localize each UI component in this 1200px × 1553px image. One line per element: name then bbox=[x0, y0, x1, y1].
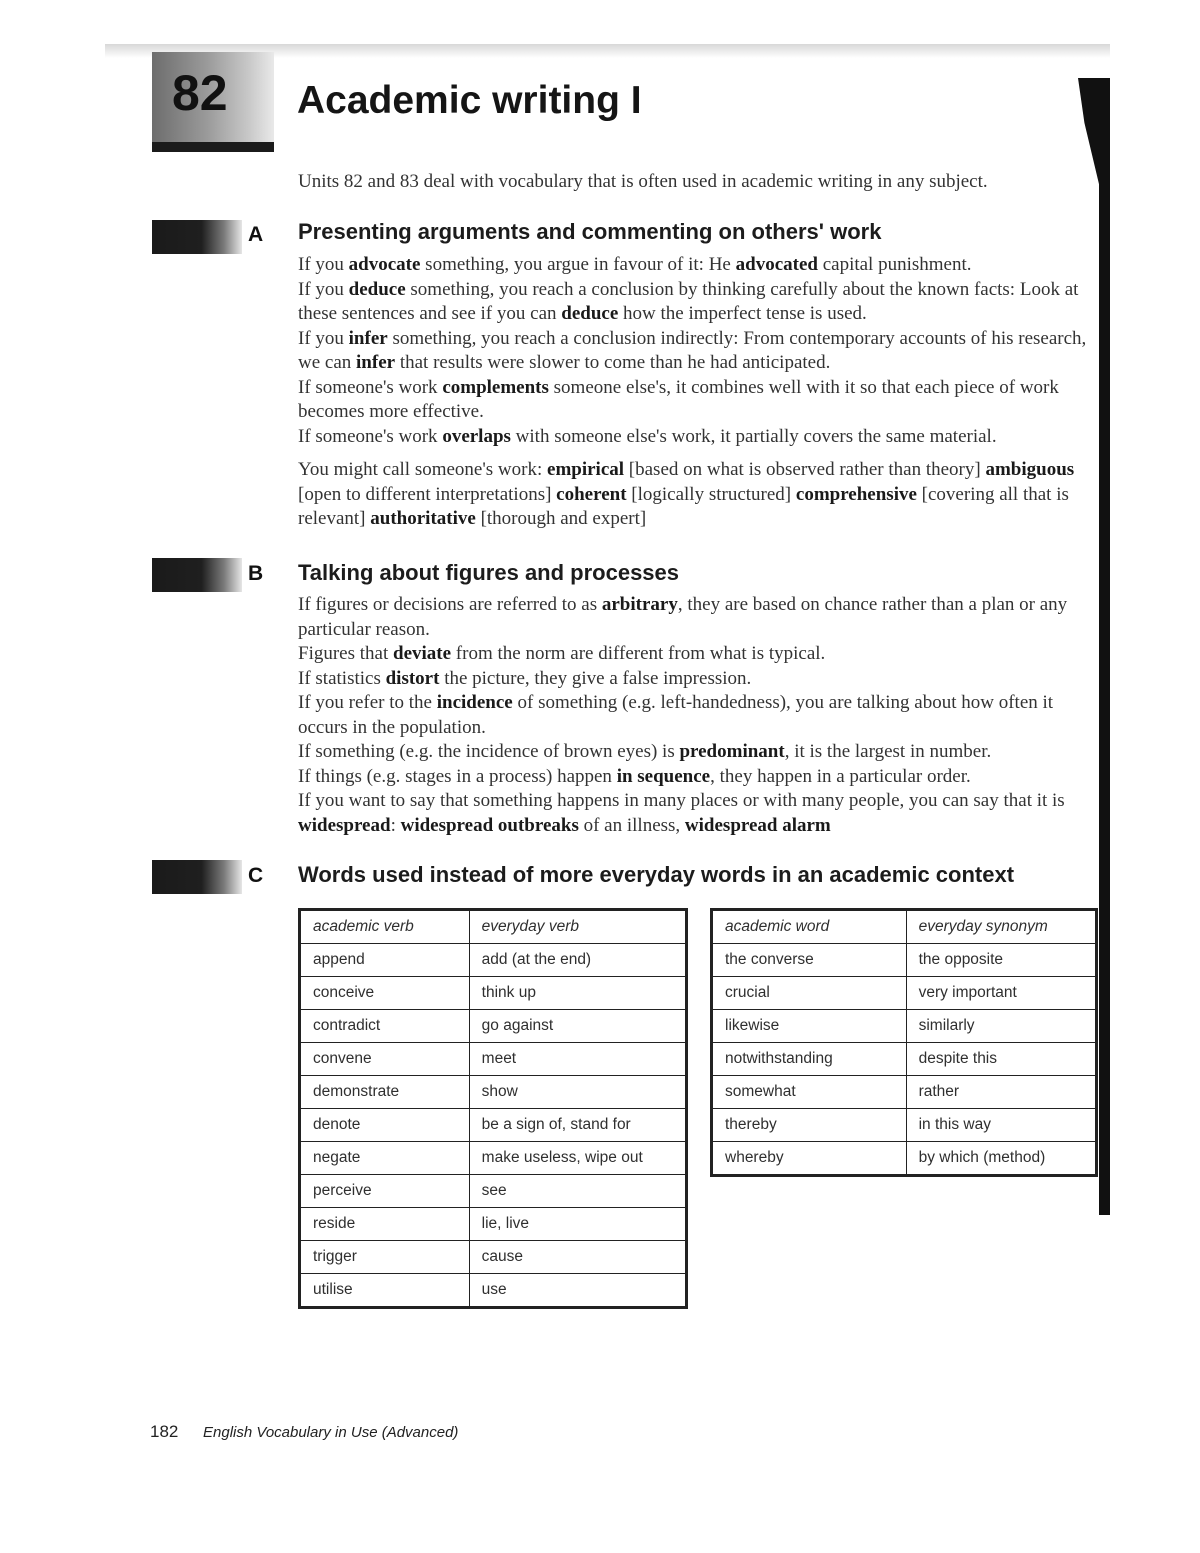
word-table-cell: somewhat bbox=[713, 1076, 907, 1109]
verb-table-cell: lie, live bbox=[469, 1208, 685, 1241]
word-table-cell: crucial bbox=[713, 977, 907, 1010]
table-row bbox=[301, 1241, 686, 1274]
table-row bbox=[301, 1109, 686, 1142]
verb-table-cell: see bbox=[469, 1175, 685, 1208]
table-row bbox=[713, 1076, 1096, 1109]
verb-table-cell: trigger bbox=[301, 1241, 470, 1274]
verb-table-cell: meet bbox=[469, 1043, 685, 1076]
word-table-cell: rather bbox=[906, 1076, 1095, 1109]
word-table-cell: thereby bbox=[713, 1109, 907, 1142]
section-c-bar bbox=[152, 860, 242, 894]
verb-table-cell: perceive bbox=[301, 1175, 470, 1208]
verb-table-cell: denote bbox=[301, 1109, 470, 1142]
table-row bbox=[713, 1043, 1096, 1076]
word-table-cell: the converse bbox=[713, 944, 907, 977]
intro-text: Units 82 and 83 deal with vocabulary that is often used in academic writing in any subject. bbox=[298, 171, 988, 192]
entry-widespread: If you want to say that something happens in many places or with many people, you can say that it is widespread: widespread outbreaks of an illness, widespread alarm bbox=[298, 790, 1065, 836]
section-a-heading: Presenting arguments and commenting on others' work bbox=[298, 219, 882, 244]
page-number: 182 bbox=[150, 1422, 179, 1441]
unit-underbar bbox=[152, 142, 274, 152]
entry-overlaps: If someone's work overlaps with someone else's work, it partially covers the same material. bbox=[298, 425, 997, 447]
table-row bbox=[713, 977, 1096, 1010]
entry-advocate: If you advocate something, you argue in favour of it: He advocated capital punishment. bbox=[298, 254, 972, 275]
verb-table-cell: think up bbox=[469, 977, 685, 1010]
verb-table-cell: make useless, wipe out bbox=[469, 1142, 685, 1175]
section-b-body bbox=[298, 593, 1090, 838]
word-table-cell: likewise bbox=[713, 1010, 907, 1043]
verb-table-header-row bbox=[301, 911, 686, 944]
table-row bbox=[301, 977, 686, 1010]
page-title: Academic writing I bbox=[297, 79, 642, 122]
academic-word-table bbox=[712, 910, 1096, 1175]
table-row bbox=[301, 944, 686, 977]
entry-complements: If someone's work complements someone else's, it combines well with it so that each piece of work becomes more effective. bbox=[298, 376, 1059, 422]
table-row bbox=[301, 1043, 686, 1076]
table-row bbox=[301, 1175, 686, 1208]
section-c-heading: Words used instead of more everyday words in an academic context bbox=[298, 862, 1015, 887]
word-table-cell: very important bbox=[906, 977, 1095, 1010]
table-row bbox=[301, 1076, 686, 1109]
entry-arbitrary: If figures or decisions are referred to as arbitrary, they are based on chance rather than a plan or any particular reason. bbox=[298, 594, 1068, 640]
word-table-header-cell: academic word bbox=[713, 911, 907, 944]
verb-table-cell: contradict bbox=[301, 1010, 470, 1043]
section-b-letter: B bbox=[248, 562, 264, 585]
verb-table-header-cell: academic verb bbox=[301, 911, 470, 944]
verb-table-cell: append bbox=[301, 944, 470, 977]
entry-deduce: If you deduce something, you reach a conclusion by thinking carefully about the known facts: Look at these sentences and see if you can deduce how the imperfect tense is used. bbox=[298, 278, 1079, 324]
word-table-cell: despite this bbox=[906, 1043, 1095, 1076]
book-title: English Vocabulary in Use (Advanced) bbox=[203, 1424, 459, 1441]
verb-table-cell: cause bbox=[469, 1241, 685, 1274]
verb-table-cell: reside bbox=[301, 1208, 470, 1241]
word-table-cell: the opposite bbox=[906, 944, 1095, 977]
entry-descriptors: You might call someone's work: empirical [based on what is observed rather than theory] ambiguous [open to different interpretations] coherent [logically structured] comprehensive [covering all that is relevant] authoritative [thorough and expert] bbox=[298, 459, 1075, 529]
unit-number: 82 bbox=[172, 65, 228, 121]
word-table-cell: similarly bbox=[906, 1010, 1095, 1043]
verb-table-cell: add (at the end) bbox=[469, 944, 685, 977]
verb-table-header-cell: everyday verb bbox=[469, 911, 685, 944]
entry-incidence: If you refer to the incidence of something (e.g. left-handedness), you are talking about how often it occurs in the population. bbox=[298, 692, 1054, 738]
table-row bbox=[713, 1142, 1096, 1175]
section-b-bar bbox=[152, 558, 242, 592]
table-row bbox=[301, 1010, 686, 1043]
entry-deviate: Figures that deviate from the norm are different from what is typical. bbox=[298, 643, 826, 664]
academic-verb-table bbox=[300, 910, 686, 1307]
word-table-cell: whereby bbox=[713, 1142, 907, 1175]
section-c-letter: C bbox=[248, 864, 264, 887]
verb-table-cell: utilise bbox=[301, 1274, 470, 1307]
verb-table-cell: convene bbox=[301, 1043, 470, 1076]
section-a-letter: A bbox=[248, 223, 264, 246]
verb-table-cell: use bbox=[469, 1274, 685, 1307]
section-a-bar bbox=[152, 220, 242, 254]
table-row bbox=[301, 1142, 686, 1175]
word-table-header-cell: everyday synonym bbox=[906, 911, 1095, 944]
word-table-cell: by which (method) bbox=[906, 1142, 1095, 1175]
table-row bbox=[301, 1274, 686, 1307]
verb-table-cell: conceive bbox=[301, 977, 470, 1010]
word-table-cell: notwithstanding bbox=[713, 1043, 907, 1076]
table-row bbox=[713, 944, 1096, 977]
verb-table-cell: show bbox=[469, 1076, 685, 1109]
section-a-body bbox=[298, 253, 1090, 532]
entry-infer: If you infer something, you reach a conclusion indirectly: From contemporary accounts of his research, we can infer that results were slower to come than he had anticipated. bbox=[298, 327, 1087, 373]
entry-sequence: If things (e.g. stages in a process) happen in sequence, they happen in a particular order. bbox=[298, 765, 971, 787]
entry-distort: If statistics distort the picture, they give a false impression. bbox=[298, 667, 752, 689]
word-table-header-row bbox=[713, 911, 1096, 944]
table-row bbox=[713, 1010, 1096, 1043]
page-edge-line bbox=[1099, 170, 1110, 1215]
word-table-cell: in this way bbox=[906, 1109, 1095, 1142]
verb-table-cell: be a sign of, stand for bbox=[469, 1109, 685, 1142]
verb-table-cell: negate bbox=[301, 1142, 470, 1175]
section-b-heading: Talking about figures and processes bbox=[298, 560, 680, 585]
entry-predominant: If something (e.g. the incidence of brown eyes) is predominant, it is the largest in number. bbox=[298, 741, 992, 762]
table-row bbox=[301, 1208, 686, 1241]
verb-table-cell: go against bbox=[469, 1010, 685, 1043]
table-row bbox=[713, 1109, 1096, 1142]
verb-table-cell: demonstrate bbox=[301, 1076, 470, 1109]
